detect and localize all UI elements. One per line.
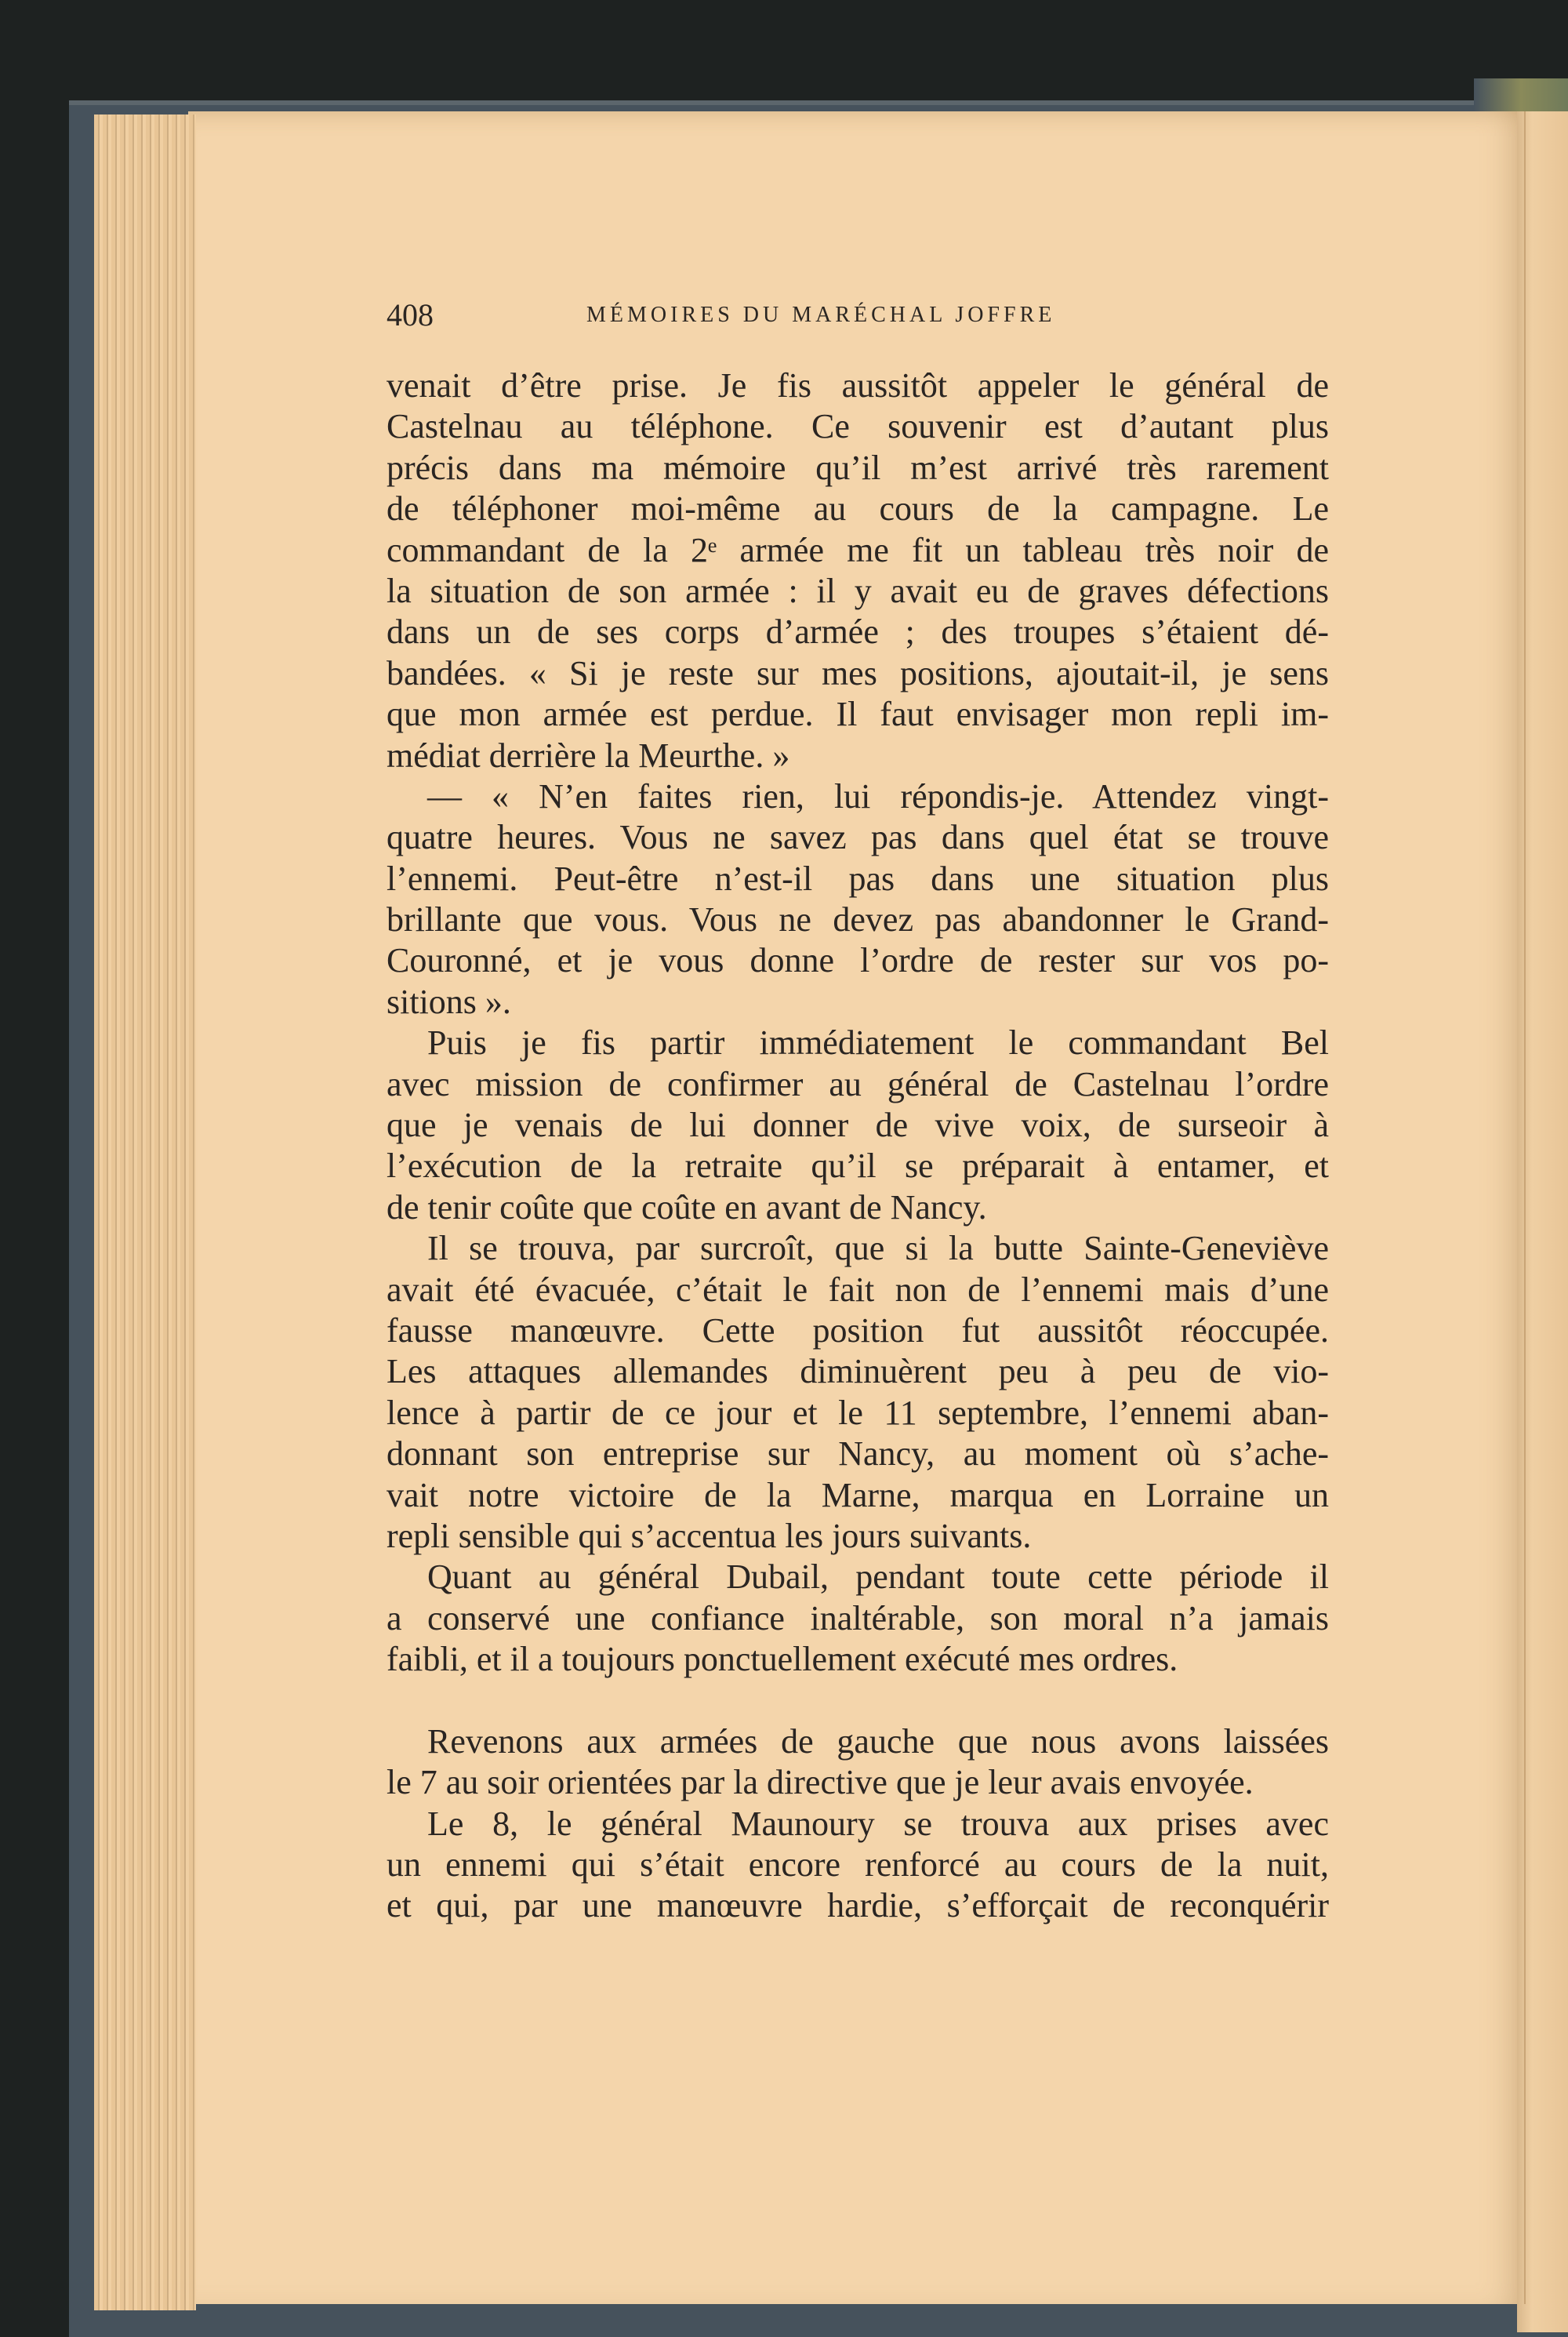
text-line: Revenons aux armées de gauche que nous avons laissées <box>427 1721 1329 1761</box>
paragraph <box>387 1804 1329 1927</box>
paragraph <box>387 1023 1329 1228</box>
text-line: que mon armée est perdue. Il faut envisager mon repli im- <box>387 695 1329 734</box>
text-line: vait notre victoire de la Marne, marqua en Lorraine un <box>387 1475 1329 1514</box>
paragraph <box>387 1557 1329 1680</box>
text-line: dans un de ses corps d’armée ; des troupes s’étaient dé- <box>387 612 1329 652</box>
page-stack-edge <box>94 114 196 2310</box>
text-line: donnant son entreprise sur Nancy, au moment où s’ache- <box>387 1434 1329 1474</box>
text-line: précis dans ma mémoire qu’il m’est arrivé très rarement <box>387 448 1329 487</box>
text-line: médiat derrière la Meurthe. » <box>387 736 790 775</box>
text-line: venait d’être prise. Je fis aussitôt appeler le général de <box>387 366 1329 405</box>
text-line: bandées. « Si je reste sur mes positions, ajoutait-il, je sens <box>387 653 1329 692</box>
text-line: avait été évacuée, c’était le fait non de l’ennemi mais d’une <box>387 1270 1329 1309</box>
text-line: que je venais de lui donner de vive voix, de surseoir à <box>387 1106 1329 1145</box>
text-line: la situation de son armée : il y avait eu de graves défections <box>387 571 1329 610</box>
text-line: fausse manœuvre. Cette position fut aussitôt réoccupée. <box>387 1310 1329 1350</box>
text-line: Couronné, et je vous donne l’ordre de rester sur vos po- <box>387 941 1329 980</box>
paragraph <box>387 1721 1329 1804</box>
text-line: l’exécution de la retraite qu’il se préparait à entamer, et <box>387 1147 1329 1186</box>
text-line: commandant de la 2ᵉ armée me fit un tableau très noir de <box>387 530 1329 569</box>
paragraph <box>387 365 1329 776</box>
text-line: faibli, et il a toujours ponctuellement exécuté mes ordres. <box>387 1640 1178 1679</box>
text-line: un ennemi qui s’était encore renforcé au cours de la nuit, <box>387 1845 1329 1885</box>
text-line: Il se trouva, par surcroît, que si la butte Sainte-Geneviève <box>427 1229 1329 1268</box>
text-line: — « N’en faites rien, lui répondis-je. Attendez vingt- <box>427 776 1329 816</box>
text-line: le 7 au soir orientées par la directive que je leur avais envoyée. <box>387 1763 1254 1802</box>
page-number: 408 <box>387 297 434 333</box>
text-line: brillante que vous. Vous ne devez pas abandonner le Grand- <box>387 900 1329 940</box>
gutter-line <box>1524 111 1526 2304</box>
text-line: avec mission de confirmer au général de Castelnau l’ordre <box>387 1064 1329 1103</box>
text-line: Puis je fis partir immédiatement le commandant Bel <box>427 1023 1329 1063</box>
text-line: a conservé une confiance inaltérable, son moral n’a jamais <box>387 1598 1329 1637</box>
section-break <box>387 1681 1329 1721</box>
text-line: et qui, par une manœuvre hardie, s’efforçait de reconquérir <box>387 1886 1329 1925</box>
text-line: quatre heures. Vous ne savez pas dans quel état se trouve <box>387 818 1329 857</box>
paragraph <box>387 1228 1329 1557</box>
running-head: MÉMOIRES DU MARÉCHAL JOFFRE <box>586 303 1056 327</box>
text-line: repli sensible qui s’accentua les jours suivants. <box>387 1516 1032 1555</box>
text-line: Les attaques allemandes diminuèrent peu à peu de vio- <box>387 1352 1329 1391</box>
text-line: sitions ». <box>387 982 511 1021</box>
text-line: Quant au général Dubail, pendant toute cette période il <box>427 1557 1329 1597</box>
text-line: lence à partir de ce jour et le 11 septembre, l’ennemi aban- <box>387 1393 1329 1432</box>
text-line: l’ennemi. Peut-être n’est-il pas dans une situation plus <box>387 859 1329 898</box>
text-line: de tenir coûte que coûte en avant de Nancy. <box>387 1187 987 1227</box>
body-text <box>387 365 1329 1927</box>
text-line: Castelnau au téléphone. Ce souvenir est d’autant plus <box>387 407 1329 446</box>
text-line: de téléphoner moi-même au cours de la campagne. Le <box>387 489 1329 529</box>
text-line: Le 8, le général Maunoury se trouva aux prises avec <box>427 1804 1329 1843</box>
paragraph <box>387 776 1329 1023</box>
